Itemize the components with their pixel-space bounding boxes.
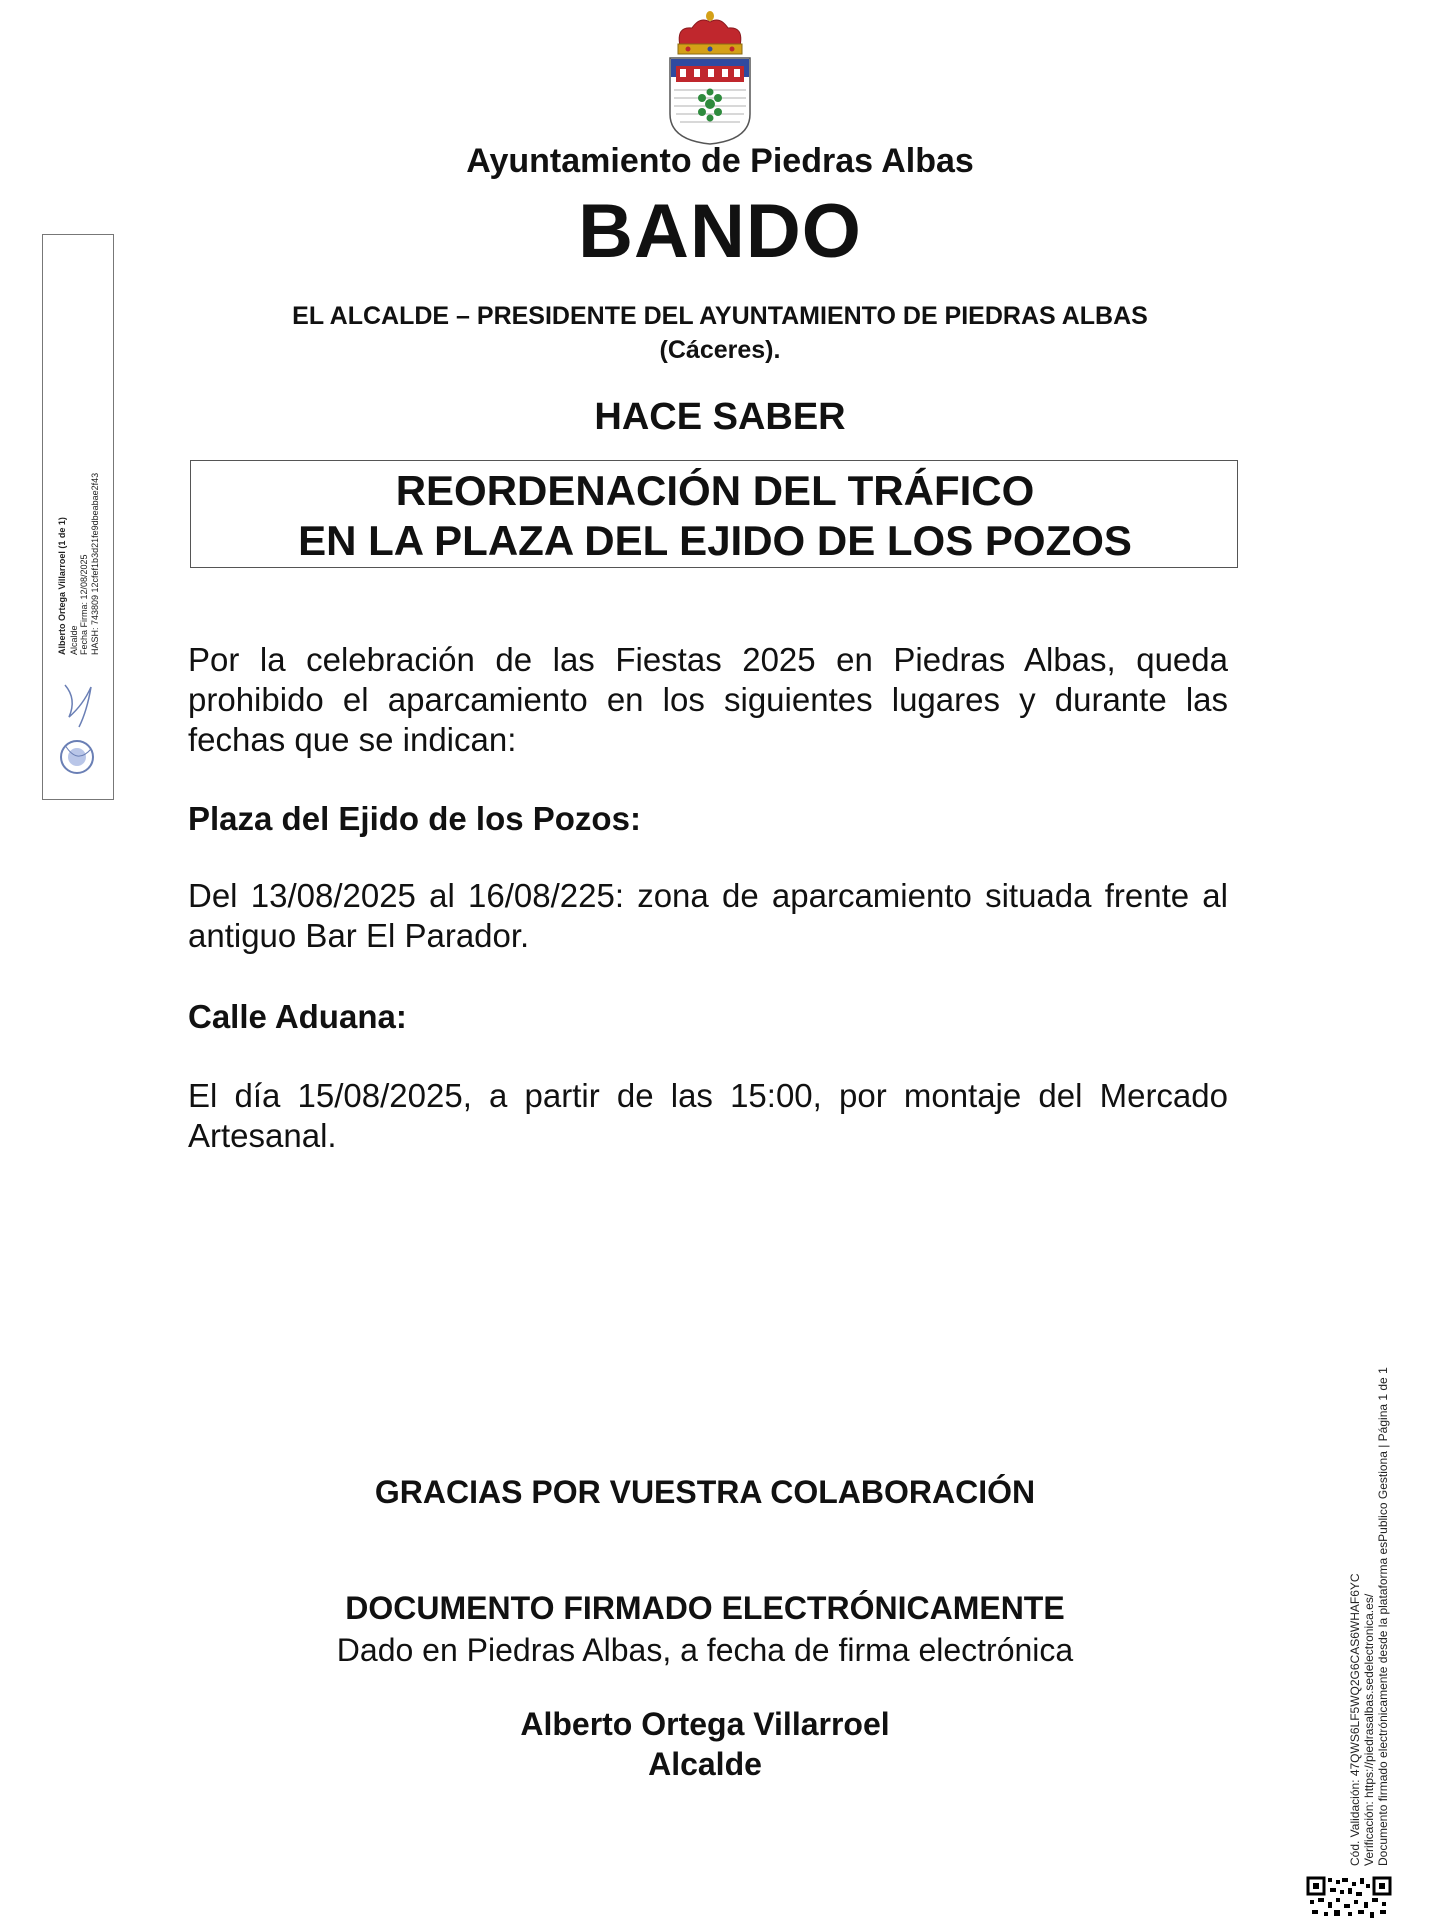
thanks-line: GRACIAS POR VUESTRA COLABORACIÓN <box>374 1474 1036 1510</box>
crown-icon <box>678 11 742 54</box>
verification-url[interactable]: Verificación: https://piedrasalbas.sedelectronica.es/ <box>1362 1593 1376 1866</box>
subject-line-1: REORDENACIÓN DEL TRÁFICO <box>395 467 1035 514</box>
given-at-line: Dado en Piedras Albas, a fecha de firma electrónica <box>336 1632 1074 1668</box>
signer-name: Alberto Ortega Villarroel <box>520 1706 890 1742</box>
document-title: BANDO <box>578 189 862 274</box>
section-text: Del 13/08/2025 al 16/08/225: zona de aparcamiento situada frente al antiguo Bar El Parador. <box>188 877 1228 954</box>
section-heading: Plaza del Ejido de los Pozos: <box>188 800 641 837</box>
qr-code-icon[interactable] <box>1306 1876 1392 1920</box>
stamp-hash: HASH: 743809 12cfef1b3d21fe9dbeabae2f43 <box>90 472 100 655</box>
municipality-name: Ayuntamiento de Piedras Albas <box>466 142 974 180</box>
proclamation-heading: HACE SABER <box>594 396 846 438</box>
signature-stamp <box>42 234 114 800</box>
signer-role: Alcalde <box>648 1746 762 1782</box>
coat-of-arms-logo <box>664 6 756 146</box>
subject-box <box>190 460 1238 568</box>
stamp-sign-date: Fecha Firma: 12/08/2025 <box>79 554 89 655</box>
issuer-line: EL ALCALDE – PRESIDENTE DEL AYUNTAMIENTO DE PIEDRAS ALBAS <box>292 302 1148 330</box>
stamp-signer-role: Alcalde <box>69 625 79 655</box>
intro-paragraph: Por la celebración de las Fiestas 2025 en Piedras Albas, queda prohibido el aparcamiento en los siguientes lugares y durante las fechas que se indican: <box>188 641 1228 758</box>
section-text: El día 15/08/2025, a partir de las 15:00, por montaje del Mercado Artesanal. <box>188 1077 1228 1154</box>
document-platform-note: Documento firmado electrónicamente desde la plataforma esPublico Gestiona | Página 1 de 1 <box>1376 1367 1390 1866</box>
subject-line-2: EN LA PLAZA DEL EJIDO DE LOS POZOS <box>298 517 1132 564</box>
shield-icon <box>670 58 750 144</box>
section-heading: Calle Aduana: <box>188 998 407 1035</box>
signature-seal-icon <box>57 665 101 785</box>
validation-code: Cód. Validación: 47QWS6LF5WQ2G6CAS6WHAF6YC <box>1348 1573 1362 1866</box>
signed-electronically-line: DOCUMENTO FIRMADO ELECTRÓNICAMENTE <box>345 1590 1065 1626</box>
stamp-signer-name: Alberto Ortega Villarroel (1 de 1) <box>57 517 67 655</box>
issuer-province: (Cáceres). <box>659 336 781 364</box>
